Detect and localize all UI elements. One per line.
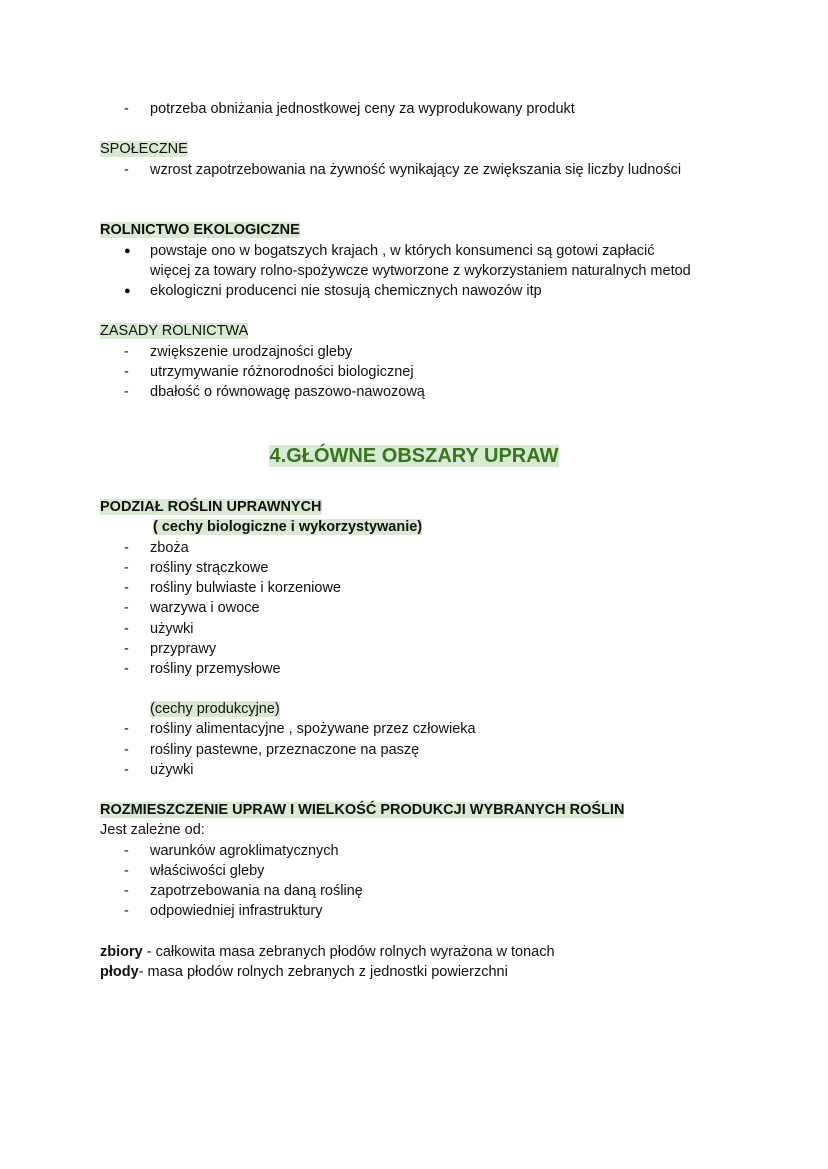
- subheading-production: (cechy produkcyjne): [150, 701, 280, 717]
- subheading-biological: ( cechy biologiczne i wykorzystywanie): [153, 519, 423, 535]
- list-item: właściwości gleby: [150, 863, 265, 879]
- dash-marker: -: [124, 641, 129, 657]
- dash-marker: -: [124, 364, 129, 380]
- list-item: odpowiedniej infrastruktury: [150, 903, 323, 919]
- list-item: rośliny pastewne, przeznaczone na paszę: [150, 742, 420, 758]
- dash-marker: -: [124, 843, 129, 859]
- dash-marker: -: [124, 540, 129, 556]
- list-item: powstaje ono w bogatszych krajach , w których konsumenci są gotowi zapłacić: [150, 243, 655, 259]
- list-item: rośliny alimentacyjne , spożywane przez człowieka: [150, 721, 476, 737]
- dash-marker: -: [124, 560, 129, 576]
- list-item: rośliny bulwiaste i korzeniowe: [150, 580, 341, 596]
- list-item-continuation: więcej za towary rolno-spożywcze wytworzone z wykorzystaniem naturalnych metod: [150, 263, 691, 279]
- list-item: przyprawy: [150, 641, 217, 657]
- list-item: utrzymywanie różnorodności biologicznej: [150, 364, 414, 380]
- list-item: rośliny strączkowe: [150, 560, 269, 576]
- list-item: dbałość o równowagę paszowo-nawozową: [150, 384, 425, 400]
- definition-text: - całkowita masa zebranych płodów rolnych wyrażona w tonach: [142, 944, 555, 960]
- definition-zbiory: [100, 942, 555, 962]
- bullet-marker: ●: [124, 245, 131, 257]
- dash-marker: -: [124, 742, 129, 758]
- dash-marker: -: [124, 721, 129, 737]
- bullet-marker: ●: [124, 285, 131, 297]
- section-heading-ekologiczne: ROLNICTWO EKOLOGICZNE: [100, 222, 300, 238]
- section-heading-spoleczne: SPOŁECZNE: [100, 141, 188, 157]
- dash-marker: -: [124, 762, 129, 778]
- list-item: ekologiczni producenci nie stosują chemicznych nawozów itp: [150, 283, 542, 299]
- section-title: 4.GŁÓWNE OBSZARY UPRAW: [269, 445, 559, 467]
- dash-marker: -: [124, 600, 129, 616]
- list-item: rośliny przemysłowe: [150, 661, 281, 677]
- list-item: potrzeba obniżania jednostkowej ceny za wyprodukowany produkt: [150, 101, 575, 117]
- section-heading-podzial: PODZIAŁ ROŚLIN UPRAWNYCH: [100, 499, 322, 515]
- list-item: warzywa i owoce: [150, 600, 260, 616]
- section-heading-rozmieszczenie: ROZMIESZCZENIE UPRAW I WIELKOŚĆ PRODUKCJI WYBRANYCH ROŚLIN: [100, 802, 625, 818]
- dash-marker: -: [124, 580, 129, 596]
- dash-marker: -: [124, 883, 129, 899]
- list-item: używki: [150, 762, 194, 778]
- list-item: warunków agroklimatycznych: [150, 843, 339, 859]
- list-item: zapotrzebowania na daną roślinę: [150, 883, 363, 899]
- definition-text: - masa płodów rolnych zebranych z jednostki powierzchni: [138, 964, 508, 980]
- definition-term: płody: [100, 964, 139, 980]
- dash-marker: -: [124, 863, 129, 879]
- section-heading-zasady: ZASADY ROLNICTWA: [100, 323, 249, 339]
- definition-plody: [100, 962, 508, 982]
- dash-marker: -: [124, 903, 129, 919]
- dash-marker: -: [124, 162, 129, 178]
- dash-marker: -: [124, 101, 129, 117]
- list-item: zboża: [150, 540, 189, 556]
- dash-marker: -: [124, 661, 129, 677]
- dash-marker: -: [124, 621, 129, 637]
- list-item: używki: [150, 621, 194, 637]
- list-item: wzrost zapotrzebowania na żywność wynikający ze zwiększania się liczby ludności: [150, 162, 682, 178]
- definition-term: zbiory: [100, 944, 143, 960]
- dash-marker: -: [124, 384, 129, 400]
- dash-marker: -: [124, 344, 129, 360]
- intro-text: Jest zależne od:: [100, 822, 205, 838]
- list-item: zwiększenie urodzajności gleby: [150, 344, 353, 360]
